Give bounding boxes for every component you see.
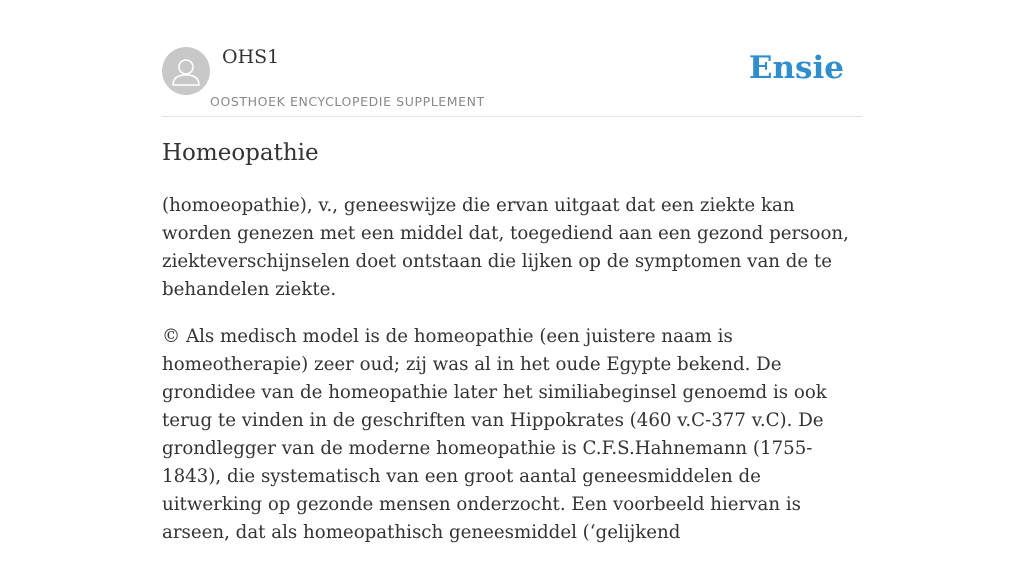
header xyxy=(162,0,862,117)
article-paragraph: (homoeopathie), v., geneeswijze die ervan uitgaat dat een ziekte kan worden genezen met een middel dat, toegediend aan een gezond persoon, ziekteverschijnselen doet ontstaan die lijken op de symptomen van de te behandelen ziekte. xyxy=(162,195,849,300)
avatar[interactable] xyxy=(162,47,210,95)
site-logo[interactable]: Ensie xyxy=(748,50,844,86)
username-link[interactable]: OHS1 xyxy=(222,46,280,68)
article-page xyxy=(162,0,862,543)
source-link[interactable]: OOSTHOEK ENCYCLOPEDIE SUPPLEMENT xyxy=(210,94,485,109)
page-title: Homeopathie xyxy=(162,140,319,166)
user-icon xyxy=(162,47,210,95)
article-body xyxy=(162,192,862,566)
article-paragraph: © Als medisch model is de homeopathie (een juistere naam is homeotherapie) zeer oud; zij was al in het oude Egypte bekend. De grondidee van de homeopathie later het similiabeginsel genoemd is ook terug te vinden in de geschriften van Hippokrates (460 v.C-377 v.C). De grondlegger van de moderne homeopathie is C.F.S.Hahnemann (1755-1843), die systematisch van een groot aantal geneesmiddelen de uitwerking op gezonde mensen onderzocht. Een voorbeeld hiervan is arseen, dat als homeopathisch geneesmiddel (‘gelijkend xyxy=(162,326,827,543)
